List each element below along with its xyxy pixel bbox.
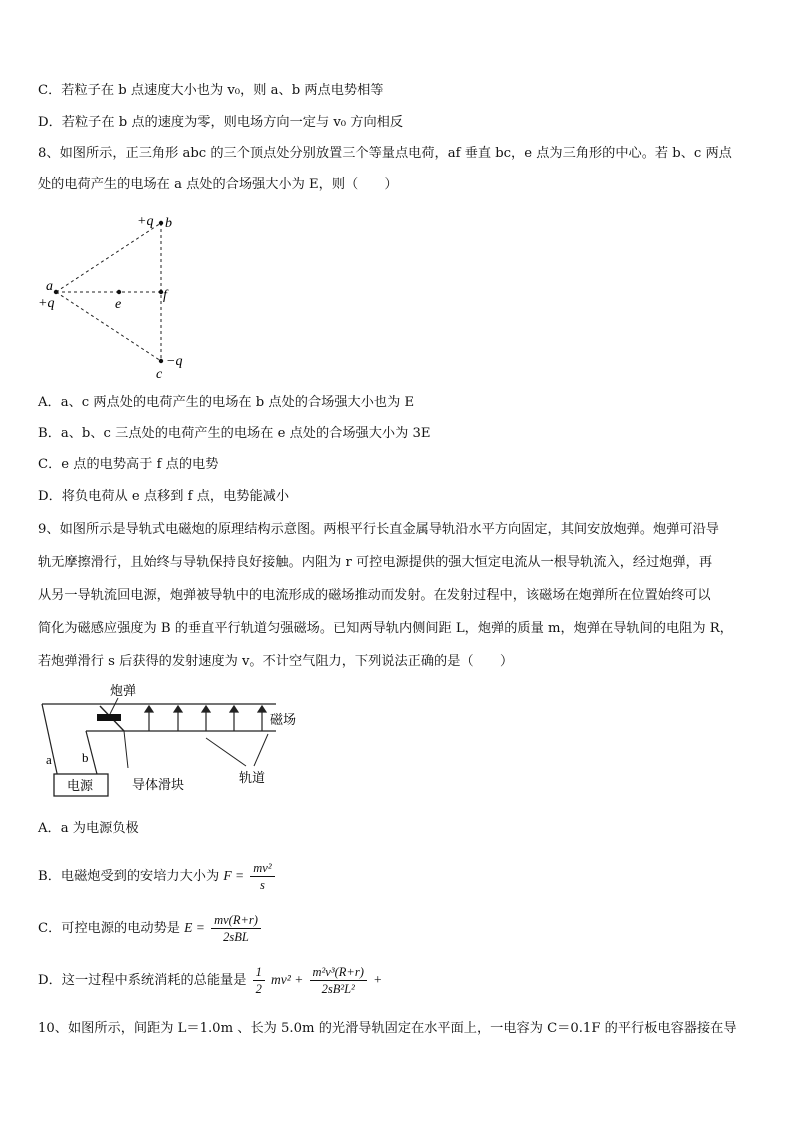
q7-option-c: C．若粒子在 b 点速度大小也为 v₀，则 a、b 两点电势相等 bbox=[38, 83, 384, 98]
q9-option-b-fraction bbox=[250, 860, 274, 893]
q9-option-d-fraction1 bbox=[253, 964, 265, 997]
q8-side-ac bbox=[56, 292, 161, 361]
q8-option-d: D．将负电荷从 e 点移到 f 点，电势能减小 bbox=[38, 489, 290, 504]
q9-slider-leader bbox=[124, 731, 128, 768]
q8-option-b: B．a、b、c 三点处的电荷产生的电场在 e 点处的合场强大小为 3E bbox=[38, 426, 431, 441]
q9-option-d-f2-num: m²v³(R+r) bbox=[310, 964, 367, 981]
q8-charge-c: −q bbox=[166, 354, 183, 369]
q9-slider-label: 导体滑块 bbox=[132, 778, 185, 793]
q9-option-c-num: mv(R+r) bbox=[211, 912, 261, 929]
q9-stem-line5: 若炮弹滑行 s 后获得的发射速度为 v。不计空气阻力，下列说法正确的是（ ） bbox=[38, 654, 514, 669]
q9-option-a: A．a 为电源负极 bbox=[38, 821, 139, 836]
q9-option-b-text: B．电磁炮受到的安培力大小为 bbox=[38, 869, 220, 884]
q8-charge-b: +q bbox=[137, 214, 154, 229]
q9-track-leader-1 bbox=[206, 738, 246, 766]
q8-stem-line1: 8、如图所示，正三角形 abc 的三个顶点处分别放置三个等量点电荷，af 垂直 bc，e 点为三角形的中心。若 b、c 两点 bbox=[38, 146, 732, 161]
q9-field-label: 磁场 bbox=[270, 713, 297, 728]
q9-option-c-den: 2sBL bbox=[223, 930, 249, 944]
q9-stem bbox=[38, 513, 756, 678]
q8-point-a bbox=[54, 290, 58, 294]
q8-label-e: e bbox=[115, 297, 122, 312]
q8-charge-a: +q bbox=[38, 296, 55, 311]
q8-point-c bbox=[159, 359, 163, 363]
q9-option-c-text: C．可控电源的电动势是 bbox=[38, 921, 180, 936]
q9-option-b-num: mv² bbox=[250, 860, 274, 877]
q9-option-d-f1-num: 1 bbox=[253, 964, 265, 981]
q9-option-b-den: s bbox=[260, 878, 265, 892]
q8-label-c: c bbox=[156, 367, 163, 382]
q9-field-arrows bbox=[145, 706, 266, 731]
q8-option-c: C．e 点的电势高于 f 点的电势 bbox=[38, 457, 219, 472]
q8-stem-line2: 处的电荷产生的电场在 a 点处的合场强大小为 E，则（ ） bbox=[38, 177, 398, 192]
q8-label-a: a bbox=[46, 279, 53, 294]
q9-stem-line1: 9、如图所示是导轨式电磁炮的原理结构示意图。两根平行长直金属导轨沿水平方向固定，其间安放炮弹。炮弹可沿导 bbox=[38, 522, 719, 537]
q9-label-b: b bbox=[82, 750, 89, 765]
q9-stem-line2: 轨无摩擦滑行，且始终与导轨保持良好接触。内阻为 r 可控电源提供的强大恒定电流从一根导轨流入，经过炮弹，再 bbox=[38, 555, 713, 570]
q7-option-d: D．若粒子在 b 点的速度为零，则电场方向一定与 v₀ 方向相反 bbox=[38, 115, 404, 130]
q9-stem-line3: 从另一导轨流回电源，炮弹被导轨中的电流形成的磁场推动而发射。在发射过程中，该磁场在炮弹所在位置始终可以 bbox=[38, 588, 711, 603]
q9-railgun-figure bbox=[36, 676, 316, 806]
q9-option-d-tail: + bbox=[373, 972, 383, 987]
q9-shell bbox=[97, 714, 121, 721]
q9-option-d-mid: mv² + bbox=[271, 972, 304, 987]
q8-label-b: b bbox=[165, 216, 172, 231]
q9-track-leader-2 bbox=[254, 734, 268, 766]
q8-option-a: A．a、c 两点处的电荷产生的电场在 b 点处的合场强大小也为 E bbox=[38, 395, 415, 410]
q9-option-c-lhs: E = bbox=[184, 920, 205, 935]
q9-label-a: a bbox=[46, 752, 52, 767]
q9-option-b bbox=[38, 858, 277, 895]
q9-source-label: 电源 bbox=[67, 779, 94, 794]
q9-stem-line4: 简化为磁感应强度为 B 的垂直平行轨道匀强磁场。已知两导轨内侧间距 L，炮弹的质量 m，炮弹在导轨间的电阻为 R， bbox=[38, 621, 733, 636]
q9-option-b-lhs: F = bbox=[223, 868, 245, 883]
q8-triangle-figure bbox=[30, 205, 200, 385]
q9-option-c-fraction bbox=[211, 912, 261, 945]
q9-option-d-text: D．这一过程中系统消耗的总能量是 bbox=[38, 973, 247, 988]
q9-option-d bbox=[38, 962, 382, 999]
q10-stem-line1: 10、如图所示，间距为 L＝1.0m 、长为 5.0m 的光滑导轨固定在水平面上，一电容为 C＝0.1F 的平行板电容器接在导 bbox=[38, 1021, 737, 1036]
q9-option-d-f2-den: 2sB²L² bbox=[321, 982, 355, 996]
q9-shell-leader bbox=[110, 698, 118, 714]
q9-option-c bbox=[38, 910, 263, 947]
q8-point-b bbox=[159, 221, 163, 225]
q9-track-label: 轨道 bbox=[239, 771, 266, 786]
q9-option-d-fraction2 bbox=[310, 964, 367, 997]
q8-label-f: f bbox=[163, 288, 167, 303]
q8-side-ab bbox=[56, 223, 161, 292]
q8-point-e bbox=[117, 290, 121, 294]
q9-shell-label: 炮弹 bbox=[110, 684, 137, 699]
q9-option-d-f1-den: 2 bbox=[255, 982, 262, 996]
